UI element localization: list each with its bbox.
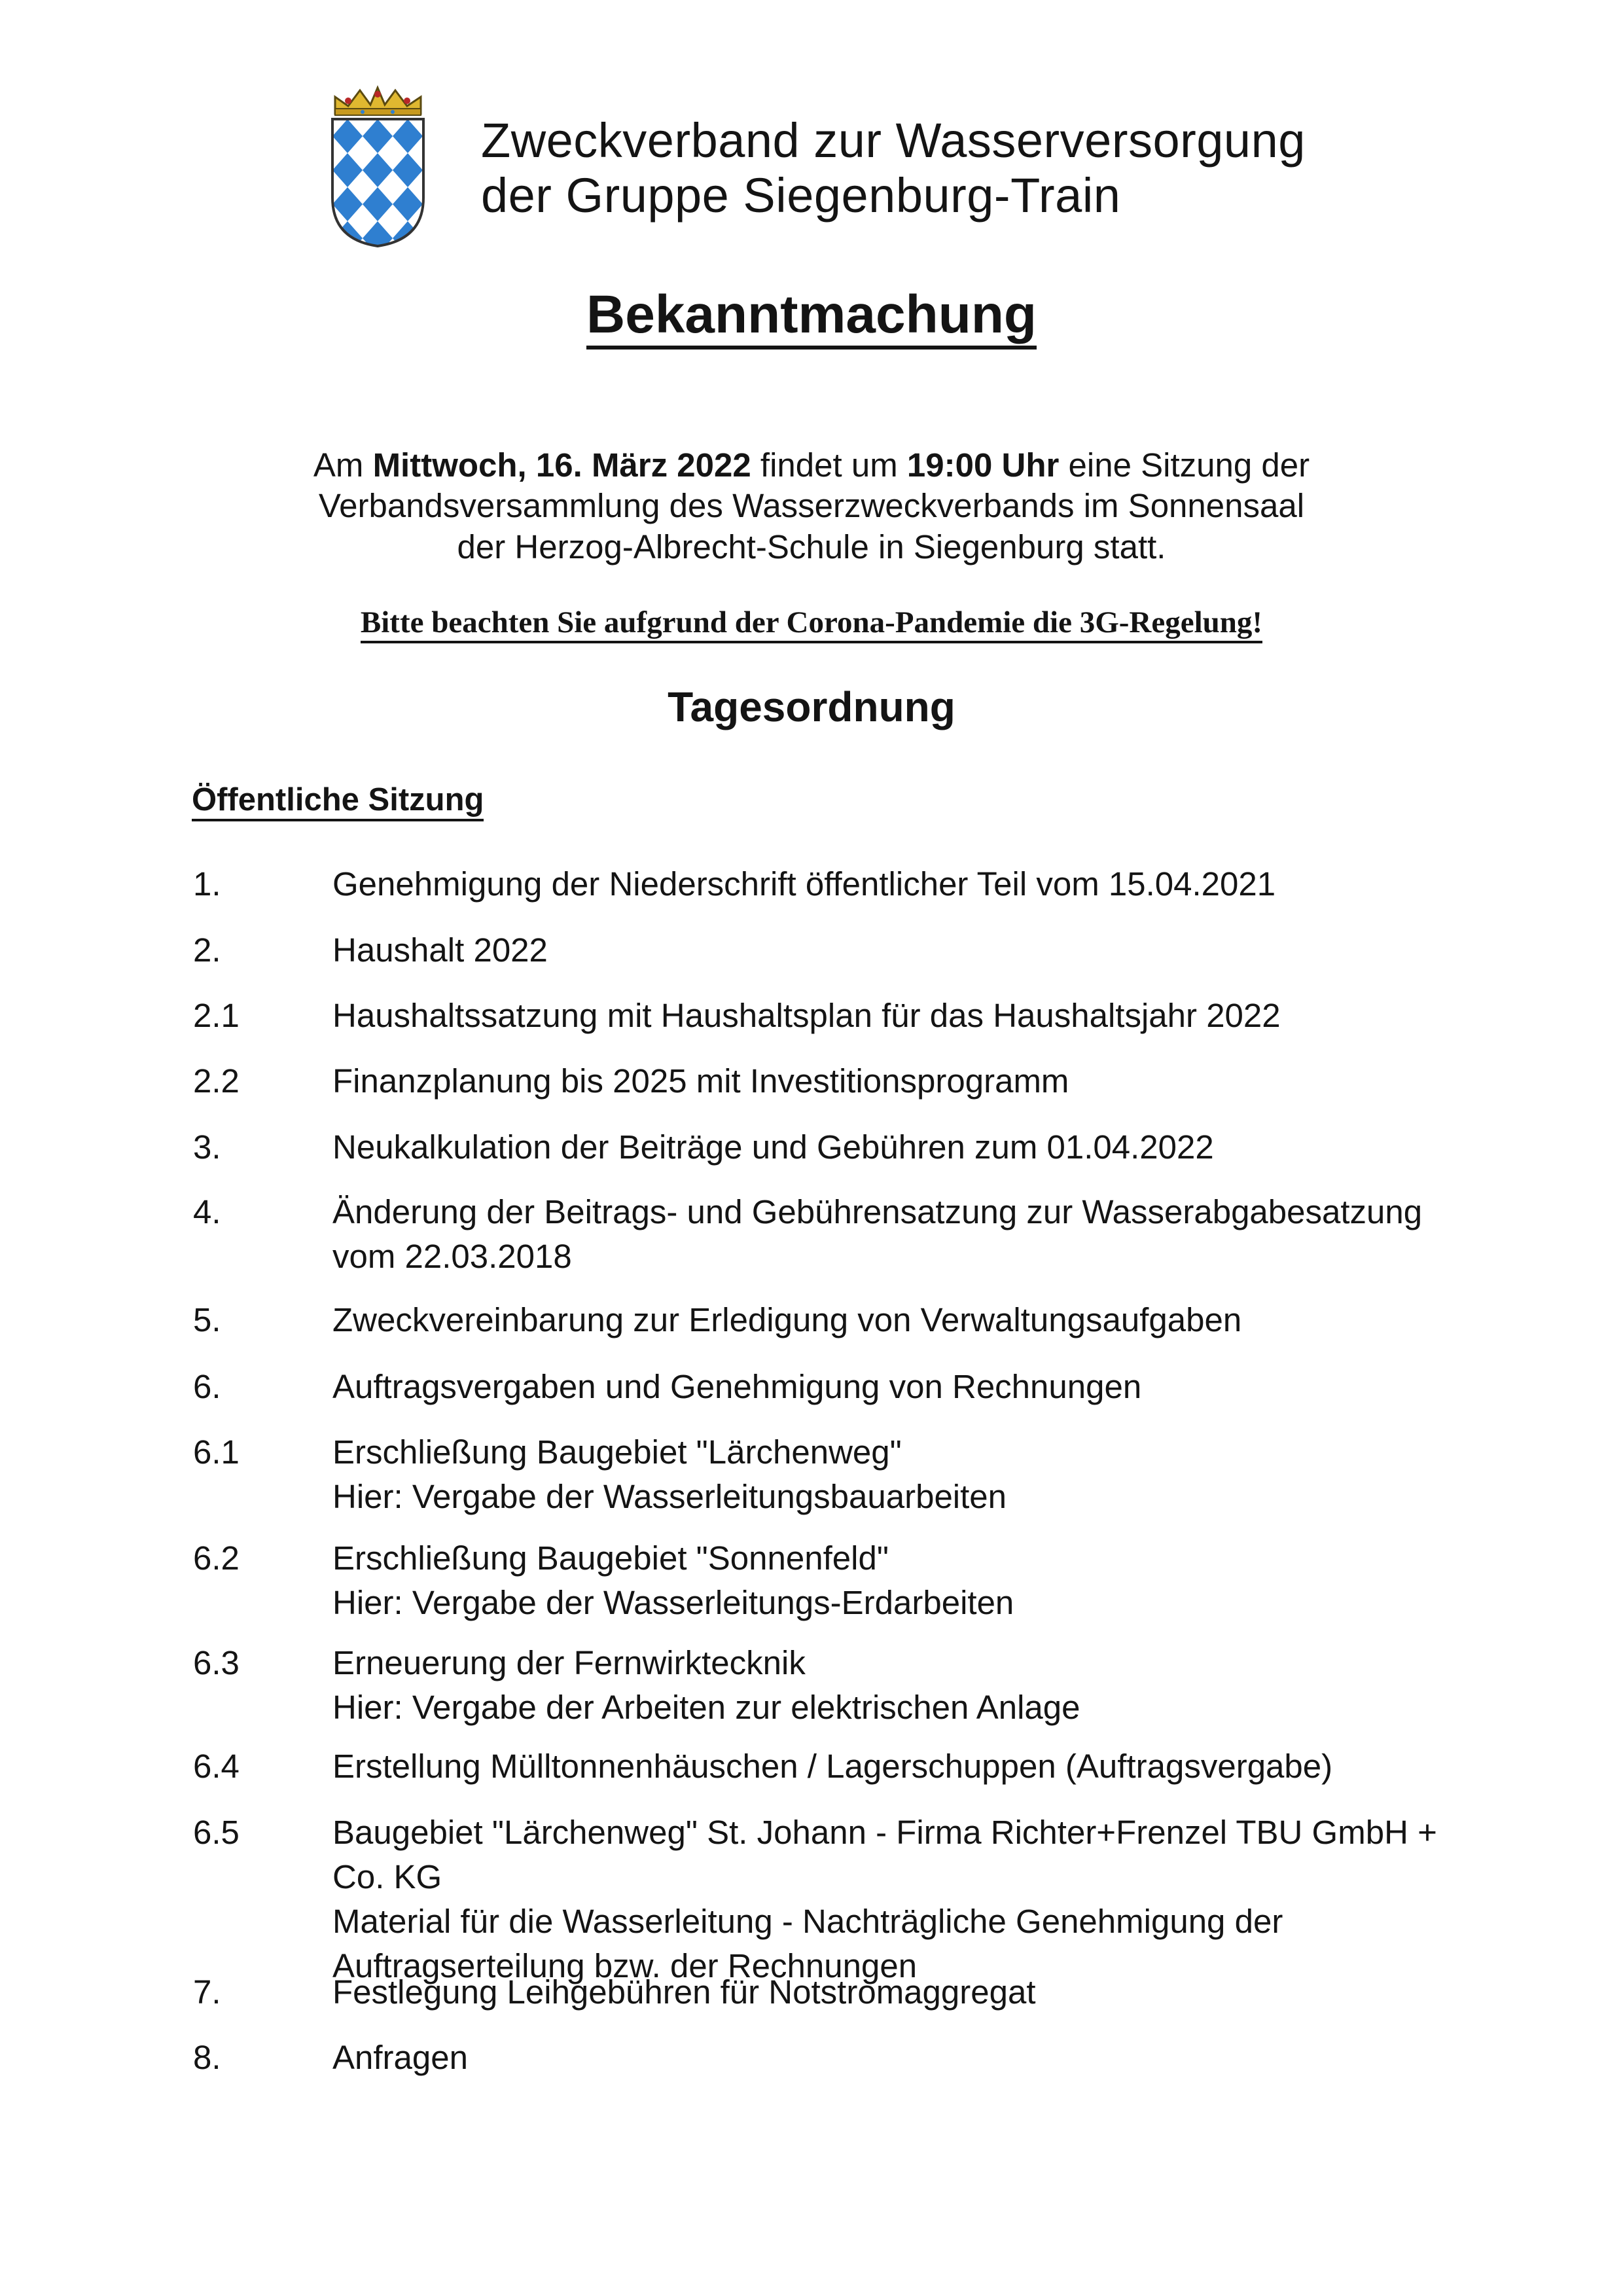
agenda-item-number: 4. [193,1193,221,1230]
agenda-item-line: Festlegung Leihgebühren für Notstromaggregat [332,1973,1036,2011]
agenda-item-text [332,1744,1458,1789]
agenda-item-line: Erschließung Baugebiet "Sonnenfeld" [332,1539,889,1577]
agenda-item-text [332,2036,1458,2080]
agenda-title: Tagesordnung [668,683,955,730]
agenda-item-number: 2.2 [193,1062,240,1100]
agenda-item-number: 6. [193,1368,221,1405]
agenda-item-number: 2. [193,931,221,969]
agenda-item-number: 1. [193,865,221,903]
agenda-item-number: 6.2 [193,1539,240,1577]
agenda-item-number: 6.5 [193,1814,240,1851]
agenda-item-line: Neukalkulation der Beiträge und Gebühren zum 01.04.2022 [332,1128,1214,1166]
agenda-item-text [332,1125,1458,1170]
agenda-item-text [332,928,1458,973]
agenda-item-line: Baugebiet "Lärchenweg" St. Johann - Firma Richter+Frenzel TBU GmbH + [332,1814,1437,1851]
agenda-item-line: Genehmigung der Niederschrift öffentlicher Teil vom 15.04.2021 [332,865,1276,903]
agenda-item-line: Haushalt 2022 [332,931,548,969]
agenda-item-line: Zweckvereinbarung zur Erledigung von Verwaltungsaufgaben [332,1301,1242,1338]
agenda-item-number: 6.3 [193,1644,240,1681]
meeting-time: 19:00 Uhr [906,446,1060,484]
intro-line-1: Am Mittwoch, 16. März 2022 findet um 19:00 Uhr eine Sitzung der [313,446,1310,484]
agenda-item-number: 6.1 [193,1433,240,1471]
agenda-item-line: Änderung der Beitrags- und Gebührensatzung zur Wasserabgabesatzung [332,1193,1423,1230]
agenda-item-number: 7. [193,1973,221,2011]
organization-subname: der Gruppe Siegenburg-Train [481,168,1121,223]
agenda-item-line: Auftragserteilung bzw. der Rechnungen [332,1947,918,1984]
intro-line-2: Verbandsversammlung des Wasserzweckverbands im Sonnensaal [318,487,1305,524]
page-title: Bekanntmachung [0,288,1623,350]
agenda-item-text [332,1810,1458,1988]
organization-name: Zweckverband zur Wasserversorgung [481,113,1306,168]
agenda-item-line: Anfragen [332,2039,468,2076]
agenda-item-text [332,1970,1458,2015]
agenda-item-line: Erstellung Mülltonnenhäuschen / Lagerschuppen (Auftragsvergabe) [332,1748,1333,1785]
agenda-item-line: Material für die Wasserleitung - Nachträgliche Genehmigung der [332,1903,1283,1940]
agenda-item-line: Hier: Vergabe der Wasserleitungs-Erdarbeiten [332,1584,1014,1621]
agenda-item-number: 3. [193,1128,221,1166]
agenda-item-number: 8. [193,2039,221,2076]
agenda-item-number: 6.4 [193,1748,240,1785]
agenda-item-text [332,1298,1458,1342]
agenda-item-text [332,1190,1458,1279]
agenda-item-text [332,862,1458,906]
corona-notice: Bitte beachten Sie aufgrund der Corona-Pandemie die 3G-Regelung! [0,607,1623,643]
agenda-item-number: 2.1 [193,997,240,1034]
agenda-item-text [332,1430,1458,1519]
agenda-item-text [332,994,1458,1038]
meeting-date: Mittwoch, 16. März 2022 [372,446,751,484]
agenda-item-text [332,1059,1458,1103]
agenda-item-line: Erschließung Baugebiet "Lärchenweg" [332,1433,902,1471]
agenda-item-line: vom 22.03.2018 [332,1238,572,1275]
agenda-item-number: 5. [193,1301,221,1338]
agenda-item-line: Hier: Vergabe der Wasserleitungsbauarbeiten [332,1478,1007,1515]
agenda-item-text [332,1365,1458,1409]
section-title: Öffentliche Sitzung [192,784,484,821]
intro-line-3: der Herzog-Albrecht-Schule in Siegenburg statt. [457,528,1166,565]
agenda-item-text [332,1641,1458,1730]
agenda-item-line: Hier: Vergabe der Arbeiten zur elektrischen Anlage [332,1689,1080,1726]
agenda-item-line: Auftragsvergaben und Genehmigung von Rechnungen [332,1368,1142,1405]
agenda-item-text [332,1536,1458,1625]
bavarian-crest-icon [327,85,429,249]
agenda-item-line: Co. KG [332,1858,442,1895]
agenda-item-line: Finanzplanung bis 2025 mit Investitionsprogramm [332,1062,1069,1100]
agenda-item-line: Erneuerung der Fernwirktecknik [332,1644,806,1681]
agenda-item-line: Haushaltssatzung mit Haushaltsplan für das Haushaltsjahr 2022 [332,997,1281,1034]
